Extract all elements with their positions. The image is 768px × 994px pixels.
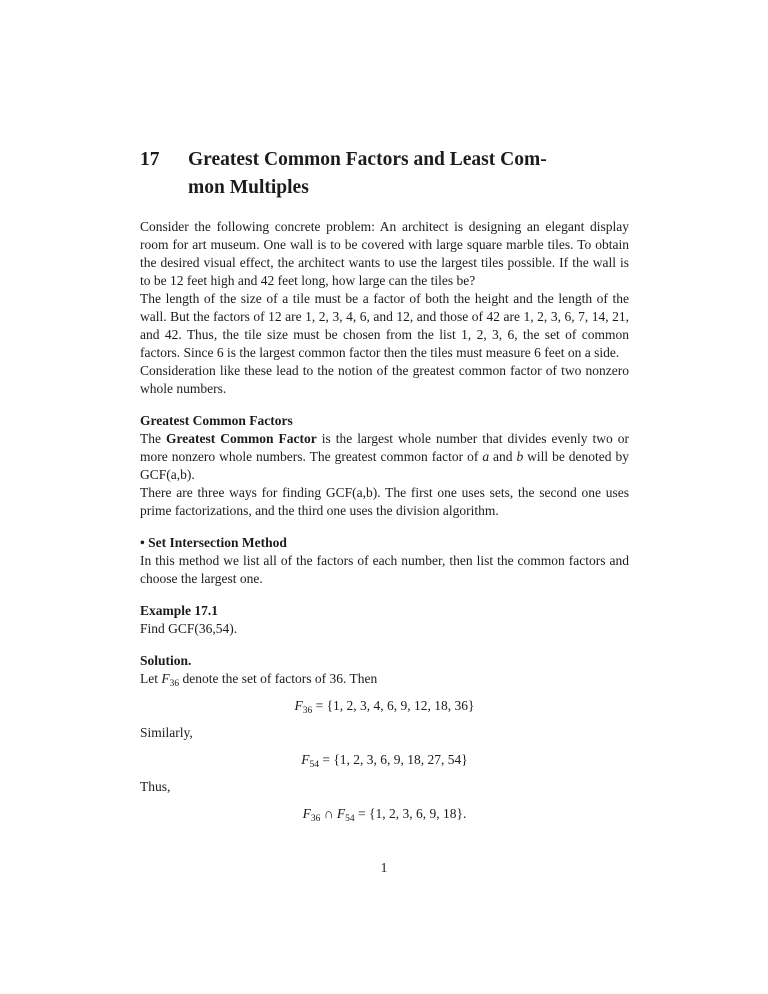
- math-var-F54: F: [336, 806, 346, 821]
- example-paragraph: Find GCF(36,54).: [140, 621, 238, 636]
- math-var-F54: F: [301, 752, 310, 767]
- set-method-heading: [140, 534, 629, 552]
- math-subscript: 36: [169, 679, 180, 689]
- similarly-text: Similarly,: [140, 725, 193, 740]
- section-number: 17: [140, 149, 160, 170]
- math-subscript: 36: [310, 814, 321, 824]
- intro-paragraph-3: Consideration like these lead to the notion of the greatest common factor of two nonzero whole numbers.: [140, 363, 629, 396]
- intro-paragraph-1: Consider the following concrete problem: An architect is designing an elegant display room for art museum. One wall is to be covered with large square marble tiles. To obtain the desired visual effect, the architect wants to use the largest tiles possible. If the wall is to be 12 feet high and 42 feet long, how large can the tiles be?: [140, 219, 629, 288]
- math-var-F36: F: [302, 806, 311, 821]
- example-heading: Example 17.1: [140, 603, 219, 618]
- text-run: and: [489, 449, 517, 464]
- section-title: [188, 146, 547, 202]
- section-title-line1: Greatest Common Factors and Least Com-: [188, 149, 547, 170]
- bold-term-gcf: Greatest Common Factor: [166, 431, 317, 446]
- text-run: Let: [140, 671, 162, 686]
- math-var-F36: F: [161, 671, 170, 686]
- math-var-b: b: [516, 449, 524, 464]
- math-display-2: [140, 751, 629, 769]
- math-subscript: 54: [345, 814, 355, 824]
- intersection-operator: ∩: [320, 806, 337, 821]
- math-var-a: a: [482, 449, 490, 464]
- math-subscript: 54: [309, 760, 319, 770]
- gcf-paragraph-1: [140, 430, 629, 484]
- solution-intro-line: [140, 670, 629, 688]
- text-run: is the largest whole number that divides evenly two or more nonzero whole numbers. The greatest common factor of: [140, 431, 629, 464]
- section-title-line2: mon Multiples: [188, 177, 309, 198]
- math-expression: = {1, 2, 3, 6, 9, 18}.: [354, 806, 467, 821]
- bullet-marker: •: [140, 535, 145, 550]
- math-subscript: 36: [302, 706, 313, 716]
- section-heading: [140, 146, 629, 202]
- math-display-3: [140, 805, 629, 823]
- gcf-section-heading: Greatest Common Factors: [140, 413, 293, 428]
- text-run: The: [140, 431, 166, 446]
- page-number: 1: [380, 860, 388, 875]
- set-method-paragraph: In this method we list all of the factors of each number, then list the common factors and choose the largest one.: [140, 553, 629, 586]
- page-content: [140, 146, 629, 832]
- thus-text: Thus,: [140, 779, 171, 794]
- math-expression: = {1, 2, 3, 4, 6, 9, 12, 18, 36}: [312, 698, 475, 713]
- text-run: will be denoted by GCF(a,b).: [140, 449, 629, 482]
- gcf-paragraph-2: There are three ways for finding GCF(a,b). The first one uses sets, the second one uses prime factorizations, and the third one uses the division algorithm.: [140, 485, 629, 518]
- set-method-heading-text: Set Intersection Method: [148, 535, 287, 550]
- text-run: denote the set of factors of 36. Then: [179, 671, 378, 686]
- math-display-1: [140, 697, 629, 715]
- math-expression: = {1, 2, 3, 6, 9, 18, 27, 54}: [318, 752, 468, 767]
- intro-paragraph-2: The length of the size of a tile must be a factor of both the height and the length of the wall. But the factors of 12 are 1, 2, 3, 4, 6, and 12, and those of 42 are 1, 2, 3, 6, 7, 14, 21, and 42. Thus, the tile size must be chosen from the list 1, 2, 3, 6, the set of common factors. Since 6 is the largest common factor then the tiles must measure 6 feet on a side.: [140, 291, 629, 360]
- solution-heading: Solution.: [140, 653, 192, 668]
- math-var-F36: F: [294, 698, 303, 713]
